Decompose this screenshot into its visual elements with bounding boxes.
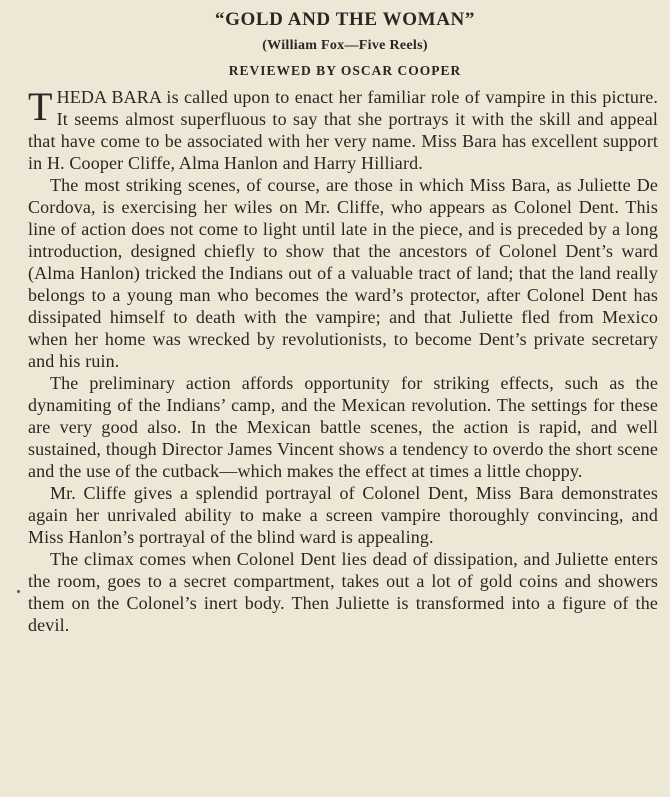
article-byline: REVIEWED BY OSCAR COOPER bbox=[228, 63, 462, 78]
margin-speck bbox=[17, 590, 20, 593]
paragraph-2: The most striking scenes, of course, are those in which Miss Bara, as Juliette De Cordova, is exercising her wiles on Mr. Cliffe, who appears as Colonel Dent. This line of action does not come to light until late in the piece, and is preceded by a long introduction, designed chiefly to show that the ancestors of Colonel Dent’s ward (Alma Hanlon) tricked the Indians out of a valuable tract of land; that the land really belongs to a young man who becomes the ward’s protector, after Colonel Dent has dissipated himself to death with the vampire; and that Juliette fled from Mexico when her home was wrecked by revolutionists, to become Dent’s private secretary and his ruin. bbox=[28, 175, 658, 371]
drop-cap: T bbox=[28, 84, 53, 129]
paragraph-1-text: HEDA BARA is called upon to enact her familiar role of vampire in this picture. It seems almost superfluous to say that she portrays it with the skill and appeal that have come to be associated with her very name. Miss Bara has excellent support in H. Cooper Cliffe, Alma Hanlon and Harry Hilliard. bbox=[28, 87, 658, 173]
paragraph-1 bbox=[28, 86, 658, 174]
paragraph-4: Mr. Cliffe gives a splendid portrayal of Colonel Dent, Miss Bara demonstrates again her unrivaled ability to make a screen vampire thoroughly convincing, and Miss Hanlon’s portrayal of the blind ward is appealing. bbox=[28, 483, 658, 547]
article-subtitle: (William Fox—Five Reels) bbox=[262, 38, 428, 53]
article-body bbox=[28, 86, 658, 636]
paragraph-5: The climax comes when Colonel Dent lies dead of dissipation, and Juliette enters the room, goes to a secret compartment, takes out a lot of gold coins and showers them on the Colonel’s inert body. Then Juliette is transformed into a figure of the devil. bbox=[28, 549, 658, 635]
article-title: “GOLD AND THE WOMAN” bbox=[215, 9, 475, 30]
article-header bbox=[32, 6, 658, 84]
paragraph-3: The preliminary action affords opportunity for striking effects, such as the dynamiting of the Indians’ camp, and the Mexican revolution. The settings for these are very good also. In the Mexican battle scenes, the action is rapid, and well sustained, though Director James Vincent shows a tendency to overdo the short scene and the use of the cutback—which makes the effect at times a little choppy. bbox=[28, 373, 658, 481]
